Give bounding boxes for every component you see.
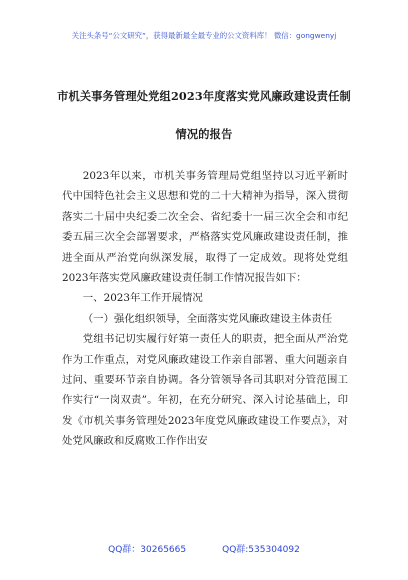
subsection-heading: （一）强化组织领导，全面落实党风廉政建设主体责任 [82, 312, 333, 325]
footer-contact [0, 542, 408, 555]
document-body [62, 166, 348, 452]
intro-paragraph: 2023年以来，市机关事务管理局党组坚持以习近平新时代中国特色社会主义思想和党的二十大精神为指导，深入贯彻落实二十届中央纪委二次全会、省纪委十一届三次全会和市纪委五届三次全会部署要求，严格落实党风廉政建设责任制，推进全面从严治党向纵深发展，取得了一定成效。现将处党组2023年落实党风廉政建设责任制工作情况报告如下： [62, 170, 348, 285]
footer-qq-group-1: QQ群：30265665 [108, 545, 187, 555]
body-paragraph: 党组书记切实履行好第一责任人的职责，把全面从严治党作为工作重点，对党风廉政建设工作亲自部署、重大问题亲自过问、重要环节亲自协调。各分管领导各司其职对分管范围工作实行“一岗双责”。年初，在充分研究、深入讨论基础上，印发《市机关事务管理处2023年度党风廉政建设工作要点》，对处党风廉政和反腐败工作作出安 [62, 333, 348, 448]
document-title-continued: 情况的报告 [175, 127, 233, 141]
footer-qq-group-2: QQ群:535304092 [222, 545, 300, 555]
section-heading: 一、2023年工作开展情况 [82, 292, 203, 305]
header-promo-note: 关注头条号“公文研究”，获得最新最全最专业的公文资料库！ 微信：gongwenyj [71, 31, 337, 40]
document-title: 市机关事务管理处党组2023年度落实党风廉政建设责任制 [57, 89, 351, 103]
